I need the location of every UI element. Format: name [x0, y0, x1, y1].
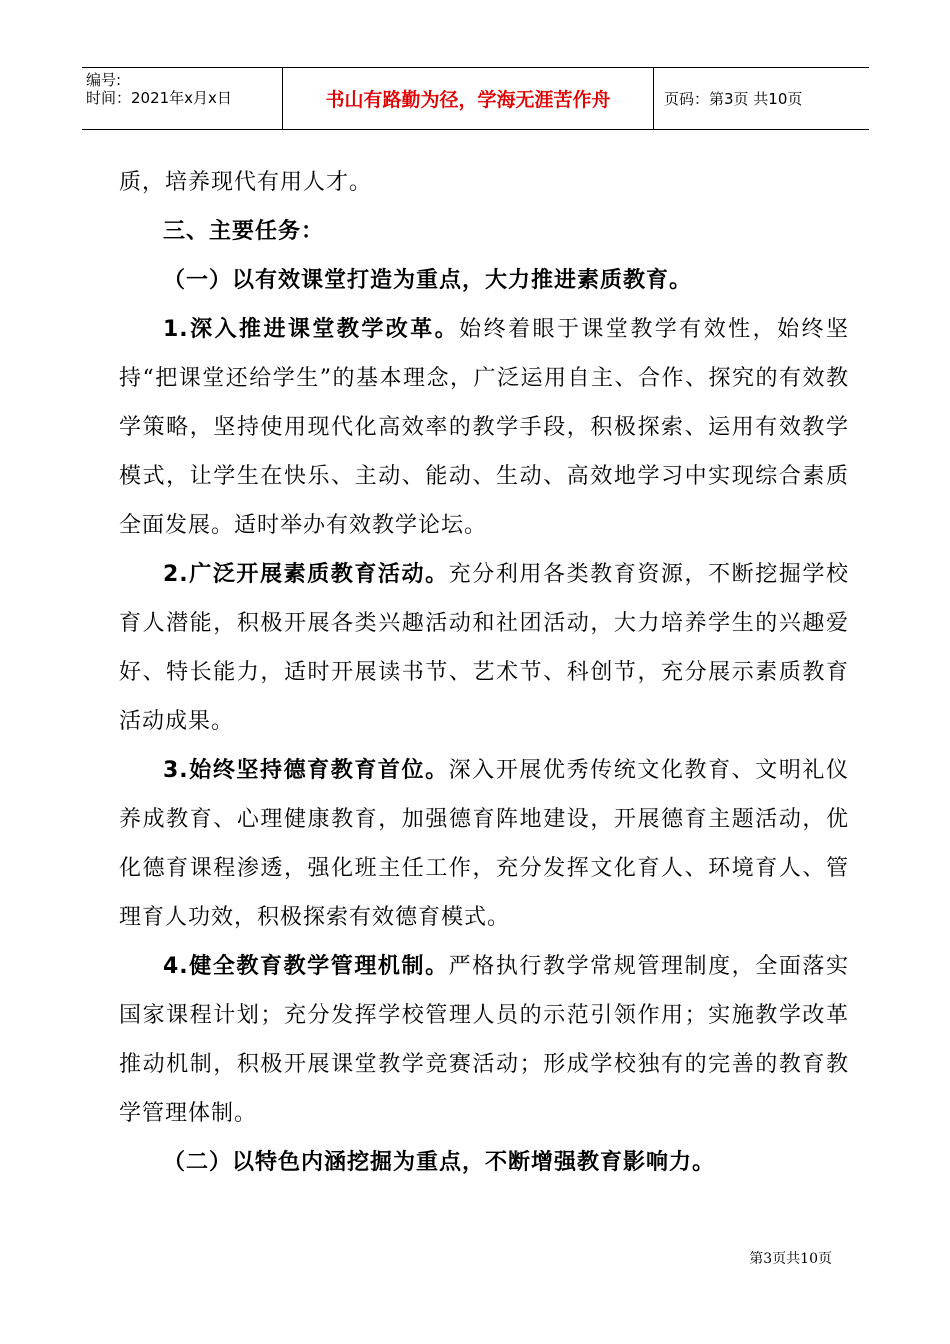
time-label: 时间：2021年x月x日 [86, 89, 232, 107]
item-2-lead: 2.广泛开展素质教育活动。 [163, 562, 449, 587]
subsection-title-2: （二）以特色内涵挖掘为重点，不断增强教育影响力。 [163, 1150, 716, 1175]
page-header [82, 67, 869, 130]
paragraph-continuation: 质，培养现代有用人才。 [119, 170, 373, 195]
item-3 [119, 746, 849, 942]
header-motto: 书山有路勤为径，学海无涯苦作舟 [282, 68, 654, 129]
page-footer: 第3页共10页 [749, 1251, 832, 1267]
item-1 [119, 305, 849, 550]
item-1-text: 始终着眼于课堂教学有效性，始终坚持“把课堂还给学生”的基本理念，广泛运用自主、合作、探究的有效教学策略，坚持使用现代化高效率的教学手段，积极探索、运用有效教学模式，让学生在快乐、主动、能动、生动、高效地学习中实现综合素质全面发展。适时举办有效教学论坛。 [119, 317, 849, 538]
item-4-lead: 4.健全教育教学管理机制。 [163, 954, 449, 979]
section-title: 三、主要任务： [163, 219, 325, 244]
subsection-title-1: （一）以有效课堂打造为重点，大力推进素质教育。 [163, 268, 693, 293]
item-3-text: 深入开展优秀传统文化教育、文明礼仪养成教育、心理健康教育，加强德育阵地建设，开展德育主题活动，优化德育课程渗透，强化班主任工作，充分发挥文化育人、环境育人、管理育人功效，积极探索有效德育模式。 [119, 758, 849, 930]
item-1-lead: 1.深入推进课堂教学改革。 [163, 317, 460, 342]
item-3-lead: 3.始终坚持德育教育首位。 [163, 758, 449, 783]
item-2-text: 充分利用各类教育资源，不断挖掘学校育人潜能，积极开展各类兴趣活动和社团活动，大力培养学生的兴趣爱好、特长能力，适时开展读书节、艺术节、科创节，充分展示素质教育活动成果。 [119, 562, 849, 734]
header-meta [82, 68, 282, 129]
item-4-text: 严格执行教学常规管理制度，全面落实国家课程计划；充分发挥学校管理人员的示范引领作用；实施教学改革推动机制，积极开展课堂教学竞赛活动；形成学校独有的完善的教育教学管理体制。 [119, 954, 849, 1126]
item-4 [119, 942, 849, 1138]
serial-label: 编号: [86, 71, 122, 89]
document-body [119, 158, 849, 1187]
header-page-number: 页码：第3页 共10页 [664, 90, 803, 108]
item-2 [119, 550, 849, 746]
